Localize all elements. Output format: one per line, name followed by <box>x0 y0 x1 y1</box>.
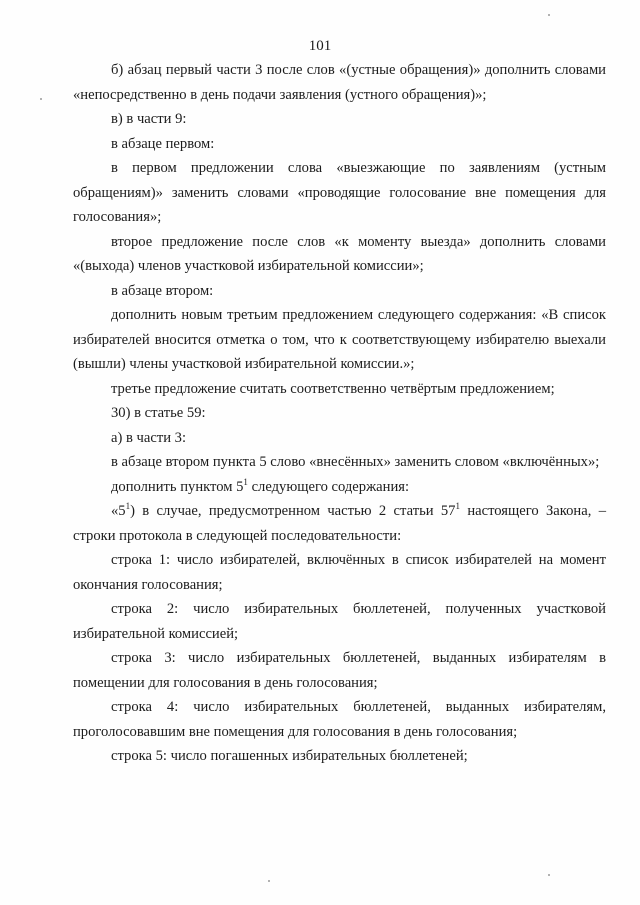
paragraph-v-chast-9: в) в части 9: <box>111 111 187 127</box>
scan-speck <box>268 880 270 882</box>
page-number: 101 <box>308 38 332 54</box>
paragraph-stroka-1: строка 1: число избирателей, включённых в список избирателей на момент окончания голосования; <box>73 552 606 593</box>
superscript: 1 <box>243 476 248 487</box>
paragraph-abzac-pervyi: в абзаце первом: <box>111 135 215 152</box>
paragraph-punkt-5-1 <box>73 499 606 548</box>
text-run: следующего содержания: <box>251 478 410 495</box>
paragraph-statia-59: 30) в статье 59: <box>111 405 206 421</box>
paragraph-tretie-predlozhenie-new: дополнить новым третьим предложением следующего содержания: «В список избирателей вносится отметка о том, что к соответствующему избирателю выехали (вышли) члены участковой избирательной комиссии.»; <box>73 307 606 372</box>
text-run: дополнить пунктом 5 <box>111 478 244 495</box>
paragraph-stroka-4: строка 4: число избирательных бюллетеней, выданных избирателям, проголосовавшим вне помещения для голосования в день голосования; <box>73 699 606 740</box>
paragraph-stroka-3: строка 3: число избирательных бюллетеней, выданных избирателям в помещении для голосования в день голосования; <box>73 650 606 691</box>
paragraph-dopolnit-punktom <box>73 475 606 500</box>
text-run: настоящего Закона, – строки протокола в следующей последовательности: <box>73 503 606 544</box>
scan-speck <box>548 14 550 16</box>
superscript: 1 <box>125 501 131 511</box>
paragraph-pervoe-predlozhenie: в первом предложении слова «выезжающие по заявлениям (устным обращениям)» заменить словами «проводящие голосование вне помещения для голосования»; <box>73 160 606 225</box>
document-body <box>73 58 606 769</box>
paragraph-tretie-predlozhenie: третье предложение считать соответственно четвёртым предложением; <box>111 380 555 397</box>
superscript: 1 <box>455 501 460 511</box>
text-run: ) в случае, предусмотренном частью 2 статьи 57 <box>130 503 456 519</box>
scan-speck <box>40 98 42 100</box>
paragraph-b-abzac-pervyi: б) абзац первый части 3 после слов «(устные обращения)» дополнить словами «непосредственно в день подачи заявления (устного обращения)»; <box>73 62 606 103</box>
scan-speck <box>548 874 550 876</box>
paragraph-abzac-vtoroi: в абзаце втором: <box>111 282 214 299</box>
paragraph-abzac-vtoroi-punkt-5: в абзаце втором пункта 5 слово «внесённых» заменить словом «включённых»; <box>111 454 600 470</box>
paragraph-vtoroe-predlozhenie: второе предложение после слов «к моменту выезда» дополнить словами «(выхода) членов участковой избирательной комиссии»; <box>73 233 606 274</box>
paragraph-stroka-5: строка 5: число погашенных избирательных бюллетеней; <box>111 748 468 764</box>
text-run: «5 <box>111 503 126 519</box>
paragraph-a-chast-3: а) в части 3: <box>111 429 187 446</box>
paragraph-stroka-2: строка 2: число избирательных бюллетеней, полученных участковой избирательной комиссией; <box>73 601 606 642</box>
